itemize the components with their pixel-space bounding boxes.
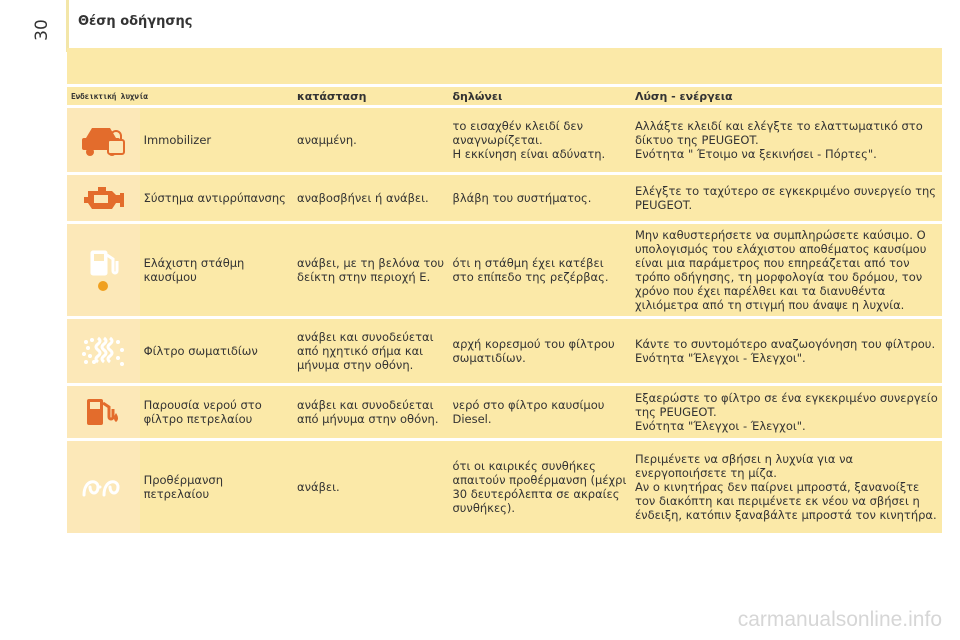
row-name: Σύστημα αντιρρύπανσης bbox=[140, 175, 293, 221]
icon-cell bbox=[67, 224, 140, 316]
row-means: ότι η στάθμη έχει κατέβει στο επίπεδο της ρεζέρβας. bbox=[448, 224, 630, 316]
immobilizer-icon bbox=[80, 122, 126, 158]
row-means: το εισαχθέν κλειδί δεν αναγνωρίζεται. Η εκκίνηση είναι αδύνατη. bbox=[448, 108, 630, 172]
row-name: Προθέρμανση πετρελαίου bbox=[140, 441, 293, 533]
icon-cell bbox=[67, 441, 140, 533]
header-indicator: Ενδεικτική λυχνία bbox=[67, 87, 293, 105]
icon-cell bbox=[67, 386, 140, 438]
engine-emission-icon bbox=[80, 183, 126, 213]
row-action: Ελέγξτε το ταχύτερο σε εγκεκριμένο συνεργείο της PEUGEOT. bbox=[631, 175, 942, 221]
table-row bbox=[67, 108, 942, 172]
row-state: ανάβει και συνοδεύεται από ηχητικό σήμα και μήνυμα στην οθόνη. bbox=[293, 319, 449, 383]
row-means: ότι οι καιρικές συνθήκες απαιτούν προθέρμανση (μέχρι 30 δευτερόλεπτα σε ακραίες συνθήκες). bbox=[448, 441, 630, 533]
fuel-pump-icon bbox=[83, 247, 123, 293]
table-row bbox=[67, 441, 942, 533]
table-banner bbox=[67, 48, 942, 84]
row-action: Κάντε το συντομότερο αναζωογόνηση του φίλτρου. Ενότητα "Έλεγχοι - Έλεγχοι". bbox=[631, 319, 942, 383]
water-in-fuel-icon bbox=[83, 395, 123, 429]
table-row bbox=[67, 319, 942, 383]
row-action: Περιμένετε να σβήσει η λυχνία για να ενεργοποιήσετε τη μίζα. Αν ο κινητήρας δεν παίρνει μπροστά, ξανανοίξτε τον διακόπτη και περιμένετε εκ νέου να σβήσει η ένδειξη, κατόπιν ξαναβάλτε μπροστά τον κινητήρα. bbox=[631, 441, 942, 533]
row-name: Immobilizer bbox=[140, 108, 293, 172]
particle-filter-icon bbox=[80, 334, 126, 368]
row-state: ανάβει. bbox=[293, 441, 449, 533]
watermark: carmanualsonline.info bbox=[737, 608, 942, 631]
row-name: Ελάχιστη στάθμη καυσίμου bbox=[140, 224, 293, 316]
row-name: Φίλτρο σωματιδίων bbox=[140, 319, 293, 383]
row-action: Εξαερώστε το φίλτρο σε ένα εγκεκριμένο συνεργείο της PEUGEOT. Ενότητα "Έλεγχοι - Έλεγχοι". bbox=[631, 386, 942, 438]
row-state: αναβοσβήνει ή ανάβει. bbox=[293, 175, 449, 221]
glow-plug-icon bbox=[80, 475, 126, 499]
row-state: ανάβει, με τη βελόνα του δείκτη στην περιοχή E. bbox=[293, 224, 449, 316]
icon-cell bbox=[67, 175, 140, 221]
row-means: νερό στο φίλτρο καυσίμου Diesel. bbox=[448, 386, 630, 438]
row-state: αναμμένη. bbox=[293, 108, 449, 172]
warning-lights-table bbox=[67, 45, 942, 536]
table-row bbox=[67, 224, 942, 316]
header-means: δηλώνει bbox=[448, 87, 630, 105]
row-action: Μην καθυστερήσετε να συμπληρώσετε καύσιμο. Ο υπολογισμός του ελάχιστου αποθέματος καυσίμου είναι μια παράμετρος που επηρεάζεται από τον τρόπο οδήγησης, τη μορφολογία του δρόμου, τον χρόνο που έχει παρέλθει και τα διανυθέντα χιλιόμετρα από τη στιγμή που άναψε η λυχνία. bbox=[631, 224, 942, 316]
row-means: αρχή κορεσμού του φίλτρου σωματιδίων. bbox=[448, 319, 630, 383]
icon-cell bbox=[67, 108, 140, 172]
row-action: Αλλάξτε κλειδί και ελέγξτε το ελαττωματικό στο δίκτυο της PEUGEOT. Ενότητα " Έτοιμο να ξεκινήσει - Πόρτες". bbox=[631, 108, 942, 172]
header-state: κατάσταση bbox=[293, 87, 449, 105]
header-action: Λύση - ενέργεια bbox=[631, 87, 942, 105]
row-state: ανάβει και συνοδεύεται από μήνυμα στην οθόνη. bbox=[293, 386, 449, 438]
table-row bbox=[67, 386, 942, 438]
section-title: Θέση οδήγησης bbox=[78, 14, 193, 29]
table-header-row bbox=[67, 87, 942, 105]
icon-cell bbox=[67, 319, 140, 383]
table-row bbox=[67, 175, 942, 221]
row-means: βλάβη του συστήματος. bbox=[448, 175, 630, 221]
row-name: Παρουσία νερού στο φίλτρο πετρελαίου bbox=[140, 386, 293, 438]
page-number: 30 bbox=[32, 19, 52, 41]
